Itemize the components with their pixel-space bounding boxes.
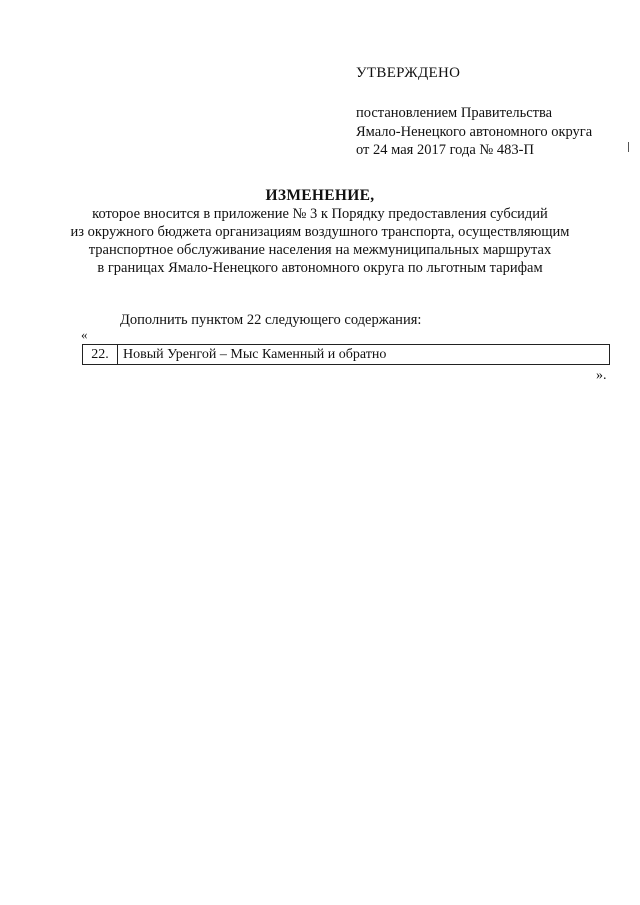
- scan-edge-mark: [628, 142, 629, 152]
- closing-quote: ».: [596, 368, 607, 383]
- heading-line: из окружного бюджета организациям воздушного транспорта, осуществляющим: [70, 224, 570, 240]
- approval-details: [356, 104, 592, 160]
- approval-line: постановлением Правительства: [356, 105, 553, 121]
- document-heading: [60, 186, 580, 277]
- heading-line: транспортное обслуживание населения на межмуниципальных маршрутах: [88, 242, 552, 258]
- approval-stamp-block: [356, 64, 592, 160]
- route-table: [82, 344, 610, 365]
- heading-line: которое вносится в приложение № 3 к Порядку предоставления субсидий: [92, 206, 548, 222]
- opening-quote: «: [81, 327, 88, 342]
- approval-line: Ямало-Ненецкого автономного округа: [356, 123, 593, 140]
- approval-line: от 24 мая 2017 года № 483-П: [356, 142, 534, 158]
- route-name: Новый Уренгой – Мыс Каменный и обратно: [118, 345, 610, 365]
- table-row: [83, 345, 610, 365]
- heading-subtitle: [60, 205, 580, 277]
- approval-title: УТВЕРЖДЕНО: [356, 65, 461, 81]
- heading-line: в границах Ямало-Ненецкого автономного округа по льготным тарифам: [97, 260, 543, 276]
- intro-paragraph: Дополнить пунктом 22 следующего содержания:: [120, 312, 422, 328]
- row-number: 22.: [83, 345, 118, 365]
- heading-title: ИЗМЕНЕНИЕ,: [265, 187, 375, 204]
